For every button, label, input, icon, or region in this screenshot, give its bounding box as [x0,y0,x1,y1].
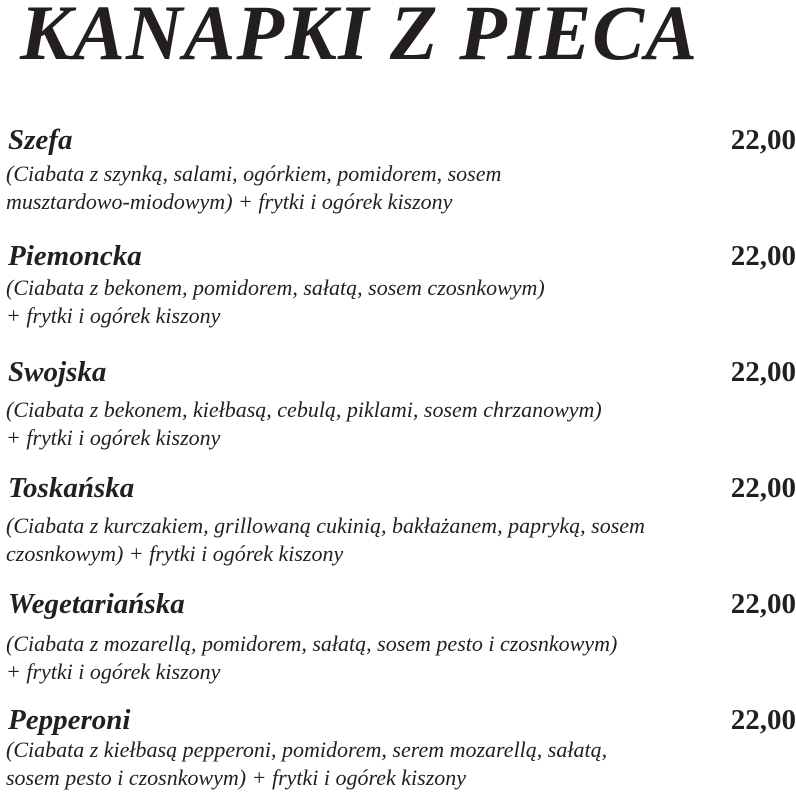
item-description-line: (Ciabata z kurczakiem, grillowaną cukinią, bakłażanem, papryką, sosem [6,513,645,538]
item-description-line: (Ciabata z mozarellą, pomidorem, sałatą, sosem pesto i czosnkowym) [6,631,618,656]
item-description [6,160,766,216]
item-description-line: sosem pesto i czosnkowym) + frytki i ogórek kiszony [6,765,467,790]
item-name: Swojska [8,356,107,388]
item-name: Toskańska [8,472,135,504]
item-name: Pepperoni [8,704,131,736]
item-description [6,736,766,792]
item-description-line: (Ciabata z bekonem, kiełbasą, cebulą, piklami, sosem chrzanowym) [6,397,602,422]
item-price: 22,00 [730,356,796,388]
item-description-line: + frytki i ogórek kiszony [6,425,221,450]
item-price: 22,00 [730,240,796,272]
item-price: 22,00 [730,124,796,156]
item-description-line: + frytki i ogórek kiszony [6,303,221,328]
item-description-line: + frytki i ogórek kiszony [6,659,221,684]
item-description-line: (Ciabata z kiełbasą pepperoni, pomidorem, serem mozarellą, sałatą, [6,737,608,762]
item-description-line: (Ciabata z szynką, salami, ogórkiem, pomidorem, sosem [6,161,502,186]
item-price: 22,00 [730,704,796,736]
page-title: KANAPKI Z PIECA [20,0,699,76]
item-description-line: (Ciabata z bekonem, pomidorem, sałatą, sosem czosnkowym) [6,275,545,300]
item-description [6,274,766,330]
item-description-line: czosnkowym) + frytki i ogórek kiszony [6,541,344,566]
item-name: Szefa [8,124,73,156]
item-description [6,630,766,686]
item-description [6,512,766,568]
item-price: 22,00 [730,472,796,504]
item-description-line: musztardowo-miodowym) + frytki i ogórek kiszony [6,189,453,214]
item-price: 22,00 [730,588,796,620]
item-description [6,396,766,452]
item-name: Wegetariańska [8,588,185,620]
item-name: Piemoncka [8,240,142,272]
